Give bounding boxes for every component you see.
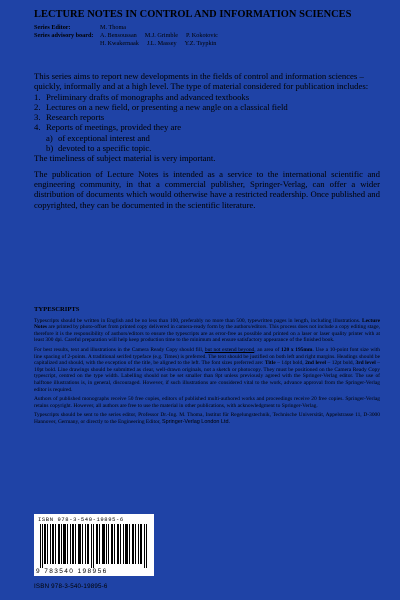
advisory-member: H. Kwakernaak bbox=[100, 40, 139, 48]
advisory-member: P. Kokotovic bbox=[185, 32, 218, 40]
list-item: 4. Reports of meetings, provided they are bbox=[34, 122, 182, 133]
sub-list bbox=[34, 133, 380, 154]
list-item: 3. Research reports bbox=[34, 112, 105, 123]
list-item: b) devoted to a specific topic. bbox=[46, 143, 152, 154]
list-item: 1. Preliminary drafts of monographs and advanced textbooks bbox=[34, 91, 250, 102]
timeliness-note: The timeliness of subject material is very important. bbox=[34, 153, 216, 164]
list-item: a) of exceptional interest and bbox=[46, 132, 150, 143]
editorial-board bbox=[34, 24, 226, 49]
series-title: LECTURE NOTES IN CONTROL AND INFORMATION SCIENCES bbox=[34, 9, 352, 20]
typescripts-section bbox=[34, 307, 380, 429]
advisory-row-2 bbox=[34, 40, 226, 48]
barcode-label bbox=[34, 514, 154, 576]
series-editor-name: M. Thoma bbox=[100, 24, 127, 31]
publication-paragraph: The publication of Lecture Notes is intended as a service to the international scientific and engineering community, in that a commercial publisher, Springer-Verlag, can offer a wider distribution of documents which would otherwise have a restricted readership. Once published and copyrighted, they can be documented in the scientific literature. bbox=[34, 168, 380, 210]
isbn-top-text: ISBN 978-3-540-19895-6 bbox=[38, 516, 124, 523]
isbn-bottom-text: ISBN 978-3-540-19895-6 bbox=[34, 583, 108, 590]
typescripts-paragraph-3: Authors of published monographs receive 50 free copies, editors of published multi-authored works and proceedings receive 20 free copies. Springer-Verlag retains copyright. However, all authors are free to use the material in other publications, with acknowledgment to Springer-Verlag. bbox=[34, 396, 380, 409]
advisory-member: M.J. Grimble bbox=[144, 32, 178, 40]
typescripts-paragraph-4: Typescripts should be sent to the series editor, Professor Dr.-Ing. M. Thoma, Institut für Regelungstechnik, Technische Universität, Appelstrasse 11, D-3000 Hannover, Germany, or directly to the Engineering Editor, Springer-Verlag London Ltd. bbox=[34, 412, 380, 425]
typescripts-paragraph-2: For best results, text and illustrations in the Camera Ready Copy should fill, but not extend beyond, an area of 120 x 195mm. Use a 10-point font size with line spacing of 2-points. A traditional serifed typeface (e.g. Times) is preferred. The text should be justified on both left and right margins. Headings should be capitalized and should, with the exception of the title, be aligned to the left. The font sizes preferred are: Title – 14pt bold, 2nd level – 12pt bold, 3rd level – 10pt bold. Line drawings should be submitted as clear, well-drawn originals, not a sketch or photocopy. They must be positioned on the Camera Ready Copy typescript, centred on the type width. Labelling should not be set smaller than 8pt unless previously agreed with the Springer-Verlag editor. The use of halftone illustrations is, in general, discouraged. However, if such illustrations are considered vital to the work, advance approval from the Springer-Verlag editor is required. bbox=[34, 346, 381, 393]
barcode-digits: 9 783540 198956 bbox=[36, 568, 108, 575]
typescripts-heading: TYPESCRIPTS bbox=[34, 306, 80, 313]
series-editor-row bbox=[34, 24, 226, 32]
material-list bbox=[34, 92, 380, 133]
advisory-member: Y.Z. Tsypkin bbox=[184, 40, 217, 48]
barcode-icon bbox=[40, 524, 150, 568]
intro-paragraph: This series aims to report new developments in the fields of control and information sciences – quickly, informally and at a high level. The type of material considered for publication includes: bbox=[34, 71, 369, 92]
list-item: 2. Lectures on a new field, or presenting a new angle on a classical field bbox=[34, 101, 288, 112]
advisory-row-1 bbox=[34, 32, 226, 40]
advisory-member: J.L. Massey bbox=[146, 40, 177, 48]
advisory-label: Series advisory board: bbox=[34, 32, 94, 40]
series-editor-label: Series Editor: bbox=[34, 24, 71, 31]
advisory-member: A. Bensoussan bbox=[100, 32, 137, 40]
intro-section bbox=[34, 71, 380, 210]
typescripts-paragraph-1: Typescripts should be written in English and be no less than 100, preferably no more than 500, typewritten pages in length, including illustrations. Lecture Notes are printed by photo-offset from printed copy delivered in camera-ready form by the authors/editors. This process does not include a copy editing stage, therefore it is the responsibility of authors/editors to ensure the typescripts are as error-free as possible and printed on a laser or laser quality printer with at least 300 dpi. Careful preparation will help keep production time to the minimum and ensure satisfactory appearance of the finished book. bbox=[34, 317, 380, 344]
